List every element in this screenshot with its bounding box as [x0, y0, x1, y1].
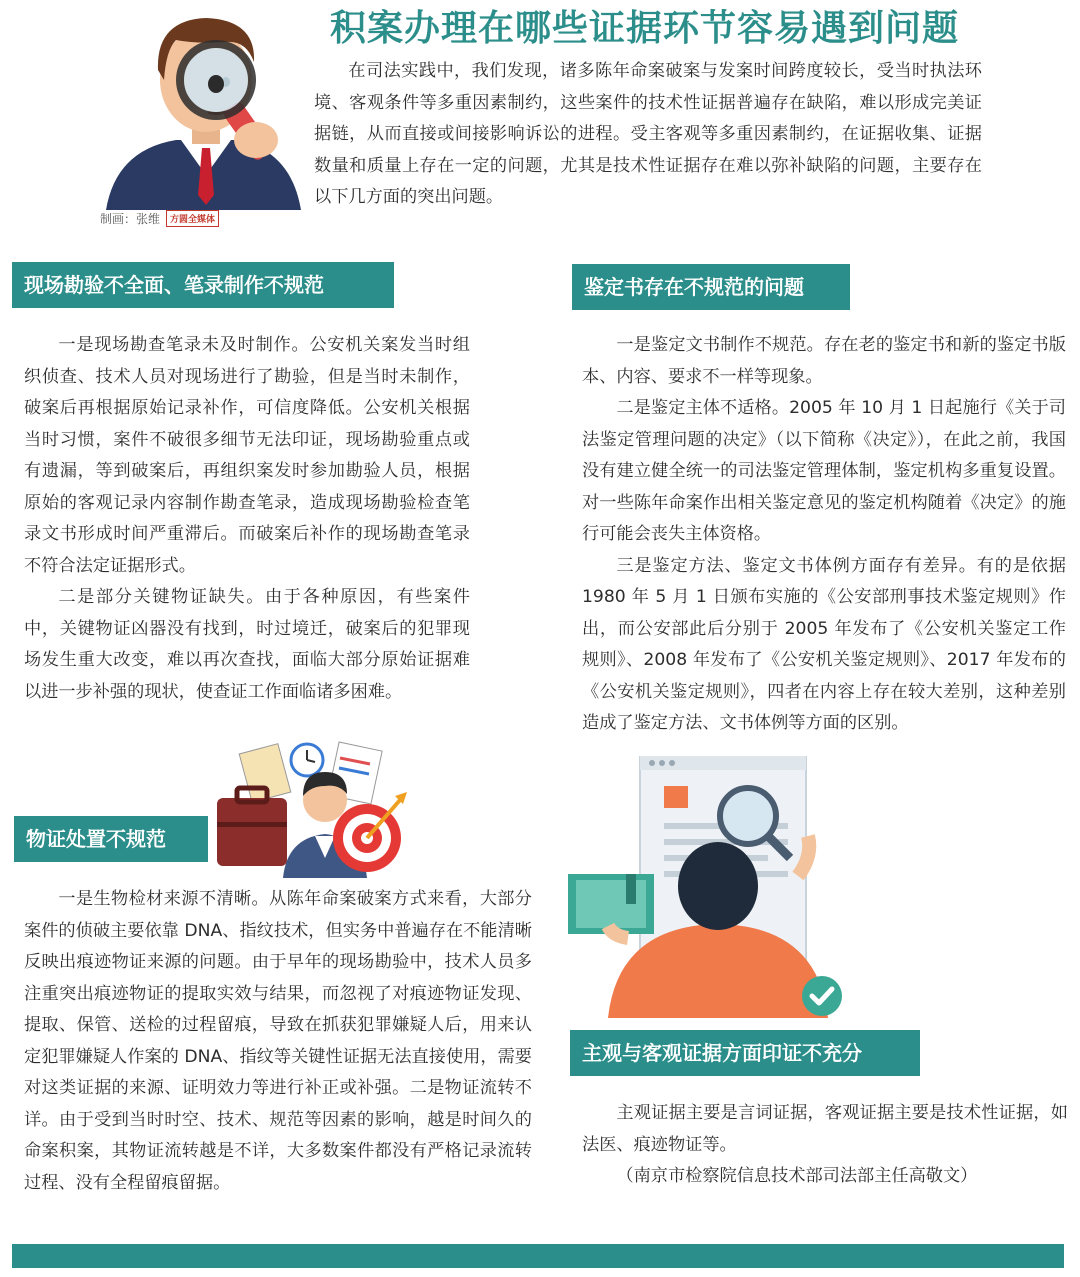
scene-paragraph-1: 一是现场勘查笔录未及时制作。公安机关案发当时组织侦查、技术人员对现场进行了勘验，但是当时未制作，破案后再根据原始记录补作，可信度降低。公安机关根据当时习惯，案件不破很多细节无法印证，现场勘验重点或有遗漏，等到破案后，再组织案发时参加勘验人员，根据原始的客观记录内容制作勘查笔录，造成现场勘验检查笔录文书形成时间严重滞后。而破案后补作的现场勘查笔录不符合法定证据形式。	[24, 335, 470, 576]
section-scene-body	[24, 330, 470, 708]
section-header-evidence: 物证处置不规范	[14, 816, 208, 862]
check-icon	[800, 974, 844, 1018]
section-corroboration-body	[582, 1098, 1068, 1193]
section-evidence-body	[24, 884, 532, 1199]
section-header-appraisal: 鉴定书存在不规范的问题	[572, 264, 850, 310]
bottom-bar	[12, 1244, 1064, 1268]
illustration-credit	[100, 210, 219, 227]
page-title: 积案办理在哪些证据环节容易遇到问题	[330, 8, 960, 49]
section-header-scene: 现场勘验不全面、笔录制作不规范	[12, 262, 394, 308]
appraisal-paragraph-3: 三是鉴定方法、鉴定文书体例方面存有差异。有的是依据 1980 年 5 月 1 日颁布实施的《公安部刑事技术鉴定规则》作出，而公安部此后分别于 2005 年发布了《公安机关鉴定工作规则》、2008 年发布了《公安机关鉴定规则》、2017 年发布的《公安机关鉴定规则》，四者在内容上存在较大差别，这种差别造成了鉴定方法、文书体例等方面的区别。	[582, 555, 1066, 733]
credit-text: 制画：张维	[100, 212, 161, 226]
magnifier-man-illustration	[96, 0, 306, 210]
section-header-corroboration: 主观与客观证据方面印证不充分	[570, 1030, 920, 1076]
section-appraisal-body	[582, 330, 1066, 740]
appraisal-paragraph-1: 一是鉴定文书制作不规范。存在老的鉴定书和新的鉴定书版本、内容、要求不一样等现象。	[582, 335, 1066, 387]
briefcase-target-illustration	[215, 738, 415, 878]
corroboration-paragraph-1: 主观证据主要是言词证据，客观证据主要是技术性证据，如法医、痕迹物证等。	[582, 1103, 1068, 1155]
intro-paragraph: 在司法实践中，我们发现，诸多陈年命案破案与发案时间跨度较长，受当时执法环境、客观条件等多重因素制约，这些案件的技术性证据普遍存在缺陷，难以形成完美证据链，从而直接或间接影响诉讼的进程。受主客观等多重因素制约，在证据收集、证据数量和质量上存在一定的问题，尤其是技术性证据存在难以弥补缺陷的问题，主要存在以下几方面的突出问题。	[314, 61, 982, 207]
evidence-paragraph-1: 一是生物检材来源不清晰。从陈年命案破案方式来看，大部分案件的侦破主要依靠 DNA、指纹技术，但实务中普遍存在不能清晰反映出痕迹物证来源的问题。由于早年的现场勘验中，技术人员多注重突出痕迹物证的提取实效与结果，而忽视了对痕迹物证发现、提取、保管、送检的过程留痕，导致在抓获犯罪嫌疑人后，用来认定犯罪嫌疑人作案的 DNA、指纹等关键性证据无法直接使用，需要对这类证据的来源、证明效力等进行补正或补强。二是物证流转不详。由于受到当时时空、技术、规范等因素的影响，越是时间久的命案积案，其物证流转越是不详，大多数案件都没有严格记录流转过程、没有全程留痕留据。	[24, 889, 532, 1193]
appraisal-paragraph-2: 二是鉴定主体不适格。2005 年 10 月 1 日起施行《关于司法鉴定管理问题的决定》（以下简称《决定》），在此之前，我国没有建立健全统一的司法鉴定管理体制，鉴定机构多重复设置。对一些陈年命案作出相关鉴定意见的鉴定机构随着《决定》的施行可能会丧失主体资格。	[582, 398, 1066, 544]
media-logo: 方圆全媒体	[166, 210, 219, 227]
article-author: （南京市检察院信息技术部司法部主任高敬文）	[616, 1166, 978, 1186]
scene-paragraph-2: 二是部分关键物证缺失。由于各种原因，有些案件中，关键物证凶器没有找到，时过境迁，破案后的犯罪现场发生重大改变，难以再次查找，面临大部分原始证据难以进一步补强的现状，使查证工作面临诸多困难。	[24, 587, 470, 702]
